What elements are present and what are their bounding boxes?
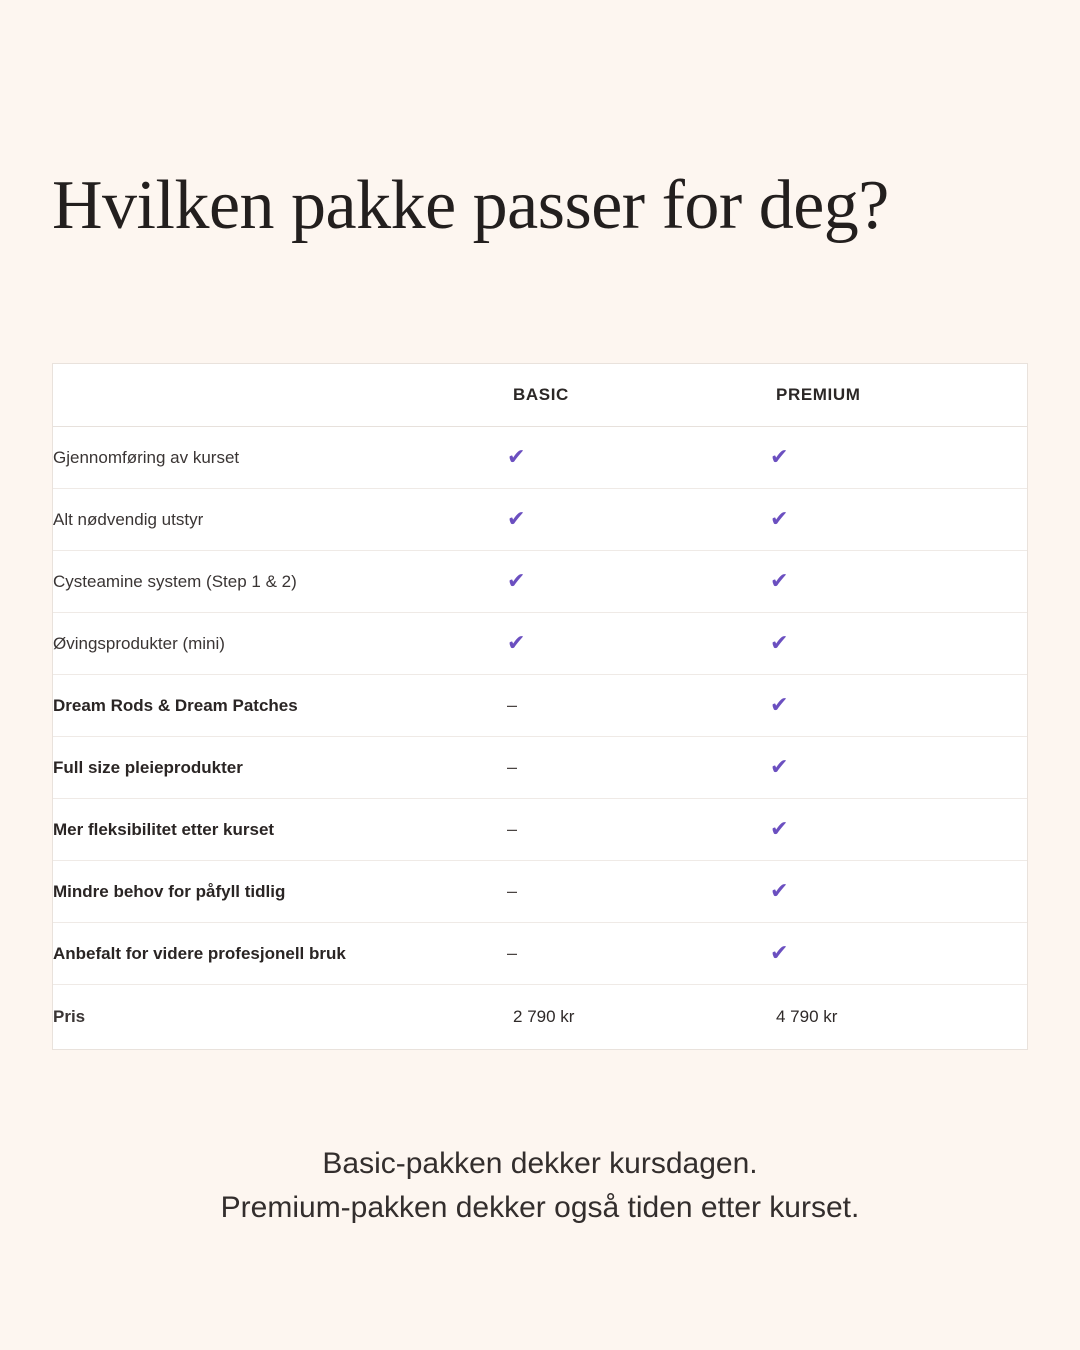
feature-label: Full size pleieprodukter: [53, 757, 243, 777]
premium-value: [764, 675, 1027, 737]
feature-label: Mer fleksibilitet etter kurset: [53, 819, 275, 839]
premium-value: [764, 923, 1027, 985]
price-basic-value: 2 790 kr: [513, 1007, 575, 1026]
dash-icon: –: [507, 756, 518, 777]
page-title: Hvilken pakke passer for deg?: [52, 166, 889, 244]
price-basic: [501, 985, 764, 1050]
basic-value: [501, 427, 764, 489]
basic-value: [501, 675, 764, 737]
check-icon: ✔: [770, 754, 789, 779]
feature-label: Dream Rods & Dream Patches: [53, 695, 298, 715]
check-icon: ✔: [770, 878, 789, 903]
price-premium-value: 4 790 kr: [776, 1007, 838, 1026]
check-icon: ✔: [770, 692, 789, 717]
table-row: [53, 737, 1027, 799]
basic-value: [501, 737, 764, 799]
premium-value: [764, 613, 1027, 675]
table-row: [53, 861, 1027, 923]
column-header-feature: [53, 364, 501, 427]
footnote-line-2: Premium-pakken dekker også tiden etter kurset.: [220, 1190, 860, 1224]
check-icon: ✔: [770, 940, 789, 965]
table-header: [53, 364, 1027, 427]
basic-value: [501, 861, 764, 923]
check-icon: ✔: [507, 568, 526, 593]
price-premium: [764, 985, 1027, 1050]
basic-value: [501, 613, 764, 675]
premium-value: [764, 861, 1027, 923]
check-icon: ✔: [507, 630, 526, 655]
table-body: [53, 427, 1027, 1050]
table-row: [53, 923, 1027, 985]
dash-icon: –: [507, 818, 518, 839]
column-header-basic: BASIC: [501, 364, 764, 427]
check-icon: ✔: [770, 506, 789, 531]
premium-value: [764, 551, 1027, 613]
comparison-table: [53, 364, 1027, 1049]
check-icon: ✔: [770, 444, 789, 469]
table-row: [53, 489, 1027, 551]
table-row: [53, 675, 1027, 737]
dash-icon: –: [507, 880, 518, 901]
feature-label: Alt nødvendig utstyr: [53, 509, 204, 529]
footnote-line-1: Basic-pakken dekker kursdagen.: [322, 1147, 758, 1180]
comparison-table-card: [52, 363, 1028, 1050]
feature-label: Anbefalt for videre profesjonell bruk: [53, 943, 346, 963]
basic-value: [501, 799, 764, 861]
basic-value: [501, 551, 764, 613]
table-row-price: [53, 985, 1027, 1050]
table-row: [53, 427, 1027, 489]
column-header-premium: PREMIUM: [764, 364, 1027, 427]
table-row: [53, 799, 1027, 861]
table-row: [53, 551, 1027, 613]
feature-label: Øvingsprodukter (mini): [53, 633, 225, 653]
feature-label: Gjennomføring av kurset: [53, 447, 240, 467]
basic-value: [501, 489, 764, 551]
table-header-row: [53, 364, 1027, 427]
premium-value: [764, 427, 1027, 489]
feature-label: Mindre behov for påfyll tidlig: [53, 881, 286, 901]
dash-icon: –: [507, 942, 518, 963]
check-icon: ✔: [507, 506, 526, 531]
dash-icon: –: [507, 694, 518, 715]
feature-label: Cysteamine system (Step 1 & 2): [53, 571, 297, 591]
check-icon: ✔: [770, 568, 789, 593]
premium-value: [764, 799, 1027, 861]
premium-value: [764, 737, 1027, 799]
price-label: Pris: [53, 1007, 86, 1026]
basic-value: [501, 923, 764, 985]
table-row: [53, 613, 1027, 675]
check-icon: ✔: [507, 444, 526, 469]
footnote: [0, 1142, 1080, 1229]
premium-value: [764, 489, 1027, 551]
check-icon: ✔: [770, 630, 789, 655]
check-icon: ✔: [770, 816, 789, 841]
